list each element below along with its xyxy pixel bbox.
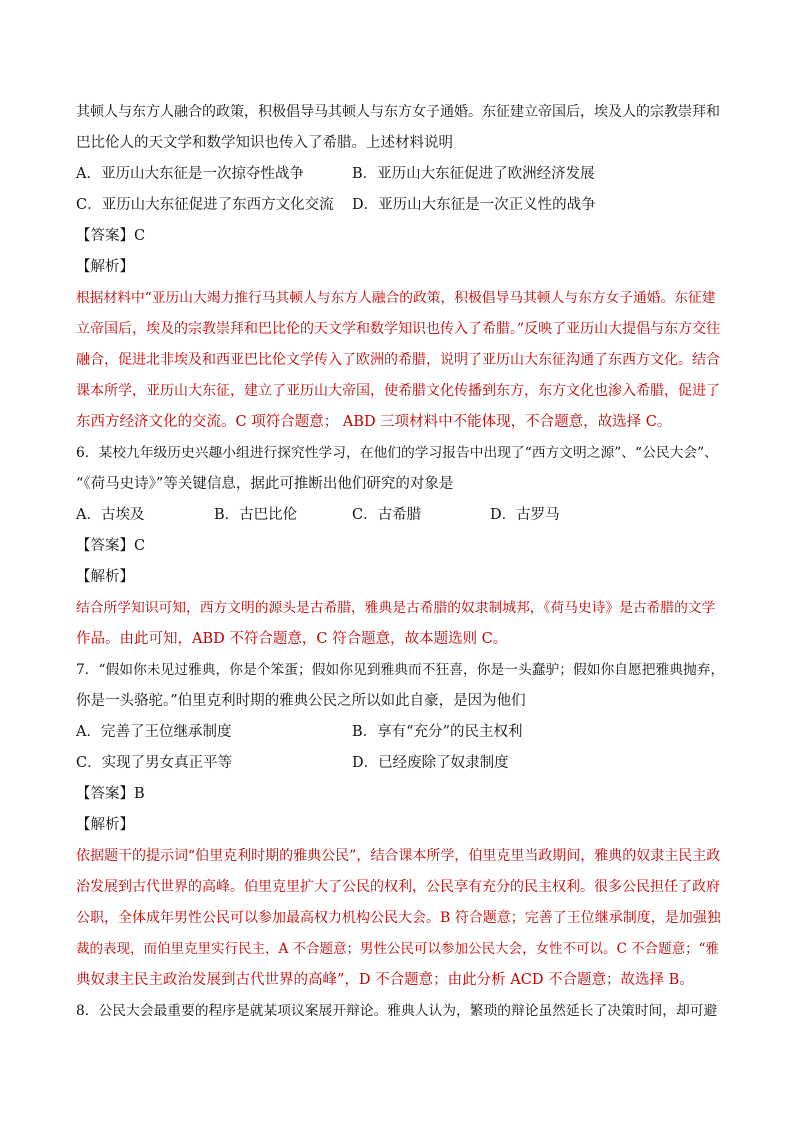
option-c: C．亚历山大东征促进了东西方文化交流	[76, 197, 334, 213]
analysis-line: 课本所学，亚历山大东征，建立了亚历山大帝国，使希腊文化传播到东方，东方文化也渗入希腊，促进了	[76, 383, 720, 399]
option-b: B．享有“充分”的民主权利	[352, 724, 523, 740]
question-8	[76, 996, 724, 1027]
option-b: B．亚历山大东征促进了欧洲经济发展	[352, 166, 595, 182]
question-stem-line: “《荷马史诗》”等关键信息，据此可推断出他们研究的对象是	[76, 476, 454, 492]
answer-label: 【答案】B	[76, 786, 145, 802]
analysis-line: 结合所学知识可知，西方文明的源头是古希腊，雅典是古希腊的奴隶制城邦，《荷马史诗》是古希腊的文学	[76, 600, 716, 616]
question-stem-line: 7．“假如你未见过雅典，你是个笨蛋；假如你见到雅典而不狂喜，你是一头蠢驴；假如你自愿把雅典抛弃，	[76, 662, 724, 678]
options-row	[76, 748, 724, 779]
options-row	[76, 717, 724, 748]
question-stem-line: 6．某校九年级历史兴趣小组进行探究性学习，在他们的学习报告中出现了“西方文明之源”、“公民大会”、	[76, 445, 718, 461]
options-row	[76, 159, 724, 190]
option-a: A．完善了王位继承制度	[76, 724, 232, 740]
analysis-line: 根据材料中“亚历山大竭力推行马其顿人与东方人融合的政策，积极倡导马其顿人与东方女子通婚。东征建	[76, 290, 716, 306]
analysis-line: 东西方经济文化的交流。C 项符合题意； ABD 三项材料中不能体现，不合题意，故选择 C。	[76, 414, 672, 430]
analysis-line: 依据题干的提示词“伯里克利时期的雅典公民”，结合课本所学，伯里克里当政期间，雅典的奴隶主民主政	[76, 848, 721, 864]
question-stem-line: 巴比伦人的天文学和数学知识也传入了希腊。上述材料说明	[76, 135, 453, 151]
answer-label: 【答案】C	[76, 228, 146, 244]
option-d: D．古罗马	[490, 507, 560, 523]
analysis-label: 【解析】	[76, 259, 134, 275]
question-stem-line: 8．公民大会最重要的程序是就某项议案展开辩论。雅典人认为，繁琐的辩论虽然延长了决策时间，却可避	[76, 1003, 718, 1019]
analysis-line: 立帝国后，埃及的宗教崇拜和巴比伦的天文学和数学知识也传入了希腊。”反映了亚历山大提倡与东方交往	[76, 321, 721, 337]
analysis-label: 【解析】	[76, 817, 134, 833]
option-a: A．古埃及	[76, 507, 145, 523]
analysis-line: 裁的表现，而伯里克里实行民主，A 不合题意；男性公民可以参加公民大会，女性不可以。C 不合题意；“雅	[76, 941, 720, 957]
option-b: B．古巴比伦	[214, 507, 298, 523]
analysis-line: 作品。由此可知，ABD 不符合题意，C 符合题意，故本题选则 C。	[76, 631, 508, 647]
analysis-line: 治发展到古代世界的高峰。伯里克里扩大了公民的权利，公民享有充分的民主权利。很多公民担任了政府	[76, 879, 720, 895]
option-d: D．亚历山大东征是一次正义性的战争	[352, 197, 596, 213]
options-row	[76, 500, 724, 531]
question-stem-line: 其顿人与东方人融合的政策，积极倡导马其顿人与东方女子通婚。东征建立帝国后，埃及人的宗教崇拜和	[76, 104, 720, 120]
option-c: C．古希腊	[352, 507, 422, 523]
options-row	[76, 190, 724, 221]
analysis-line: 融合，促进北非埃及和西亚巴比伦文学传入了欧洲的希腊，说明了亚历山大东征沟通了东西方文化。结合	[76, 352, 720, 368]
option-c: C．实现了男女真正平等	[76, 755, 233, 771]
question-5	[76, 97, 724, 438]
analysis-line: 典奴隶主民主政治发展到古代世界的高峰”，D 不合题意；由此分析 ACD 不合题意；故选择 B。	[76, 972, 694, 988]
answer-label: 【答案】C	[76, 538, 146, 554]
question-stem-line: 你是一头骆驼。”伯里克利时期的雅典公民之所以如此自豪，是因为他们	[76, 693, 526, 709]
page-content	[76, 97, 724, 1027]
question-7	[76, 655, 724, 996]
option-d: D．已经废除了奴隶制度	[352, 755, 509, 771]
analysis-line: 公职，全体成年男性公民可以参加最高权力机构公民大会。B 符合题意；完善了王位继承制度，是加强独	[76, 910, 721, 926]
option-a: A．亚历山大东征是一次掠夺性战争	[76, 166, 304, 182]
question-6	[76, 438, 724, 655]
analysis-label: 【解析】	[76, 569, 134, 585]
